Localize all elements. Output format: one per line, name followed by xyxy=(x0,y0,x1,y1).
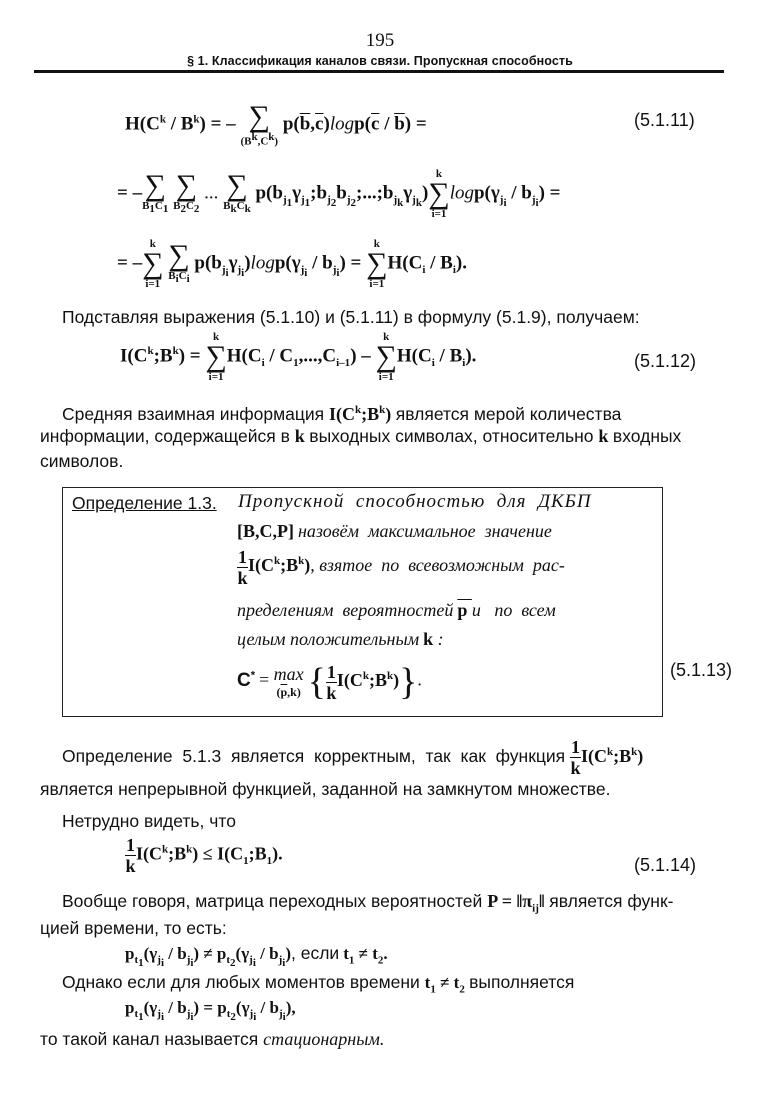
definition-text: и по всем xyxy=(471,600,556,620)
paragraph-mutual-info-line3: символов. xyxy=(40,451,124,471)
equation-5-1-11-line3: = – k ∑ i=1 ∑ $B_iC_i$ $p(b_{j_i}\gamma_{j_i})\log p(\gamma_{j_i} / b_{j_i})$ = k ∑ i=1 $H(C_i / B_i)$. xyxy=(117,238,467,290)
paragraph-text: то такой канал называется xyxy=(40,1029,259,1049)
definition-line3: $\frac{1}{k}$ $I(C^k;B^k)$, взятое по всевозможным рас- xyxy=(237,547,565,588)
emphasis-stationary: стационарным. xyxy=(263,1029,385,1049)
paragraph-correctness-line1: Определение 5.1.3 является корректным, так как функция $\frac{1}{k}$ $I(C^k;B^k)$ xyxy=(62,737,644,778)
running-title: § 1. Классификация каналов связи. Пропускная способность xyxy=(187,54,573,68)
paragraph-text: входных xyxy=(612,426,682,446)
paragraph-mutual-info-line1: Средняя взаимная информация $I(C^k;B^k)$ является мерой количества xyxy=(62,404,622,424)
paragraph-transition-matrix-line2: цией времени, то есть: xyxy=(40,918,227,938)
formula-nonstationary: $p_{t_1}(\gamma_{j_i} / b_{j_i}) \ne p_{t_2}(\gamma_{j_i} / b_{j_i})$, если $t_1 \ne t_2$. xyxy=(125,943,388,970)
paragraph-text: , если xyxy=(291,943,340,963)
definition-text: , взятое по всевозможным рас- xyxy=(310,555,565,576)
paragraph-text: Средняя взаимная информация xyxy=(62,404,325,424)
definition-line2: [B,C,P] назовём максимальное значение xyxy=(237,521,552,541)
paragraph-correctness-line2: является непрерывной функцией, заданной на замкнутом множестве. xyxy=(40,779,611,799)
equation-5-1-12: $I(C^k;B^k)$ = k ∑ i=1 $H(C_i / C_1,...,C_{i-1})$ – k ∑ i=1 $H(C_i / B_i)$. xyxy=(120,331,477,383)
definition-line1: Пропускной способностью для ДКБП xyxy=(238,491,592,512)
equation-number-5-1-13: (5.1.13) xyxy=(670,660,733,680)
formula-stationary: $p_{t_1}(\gamma_{j_i} / b_{j_i}) = p_{t_2}(\gamma_{j_i} / b_{j_i})$, xyxy=(125,998,296,1024)
definition-text: целым положительным xyxy=(237,629,420,649)
paragraph-substitution: Подставляя выражения (5.1.10) и (5.1.11) в формулу (5.1.9), получаем: xyxy=(62,307,640,327)
paragraph-text: Однако если для любых моментов времени xyxy=(62,972,420,992)
definition-capacity-formula: C* = max $(\overline{p},k)$ { $\frac{1}{k}$ $I(C^k;B^k)$}. xyxy=(237,661,422,703)
equation-5-1-11-line1: $H(C^k / B^k)$ = – ∑ $(B^k,C^k)$ $p(\overline{b},\overline{c})\log p(\overline{c} / \overline{b})$ = xyxy=(125,100,427,148)
definition-line4: пределениям вероятностей p и по всем xyxy=(237,600,556,620)
equation-number-5-1-14: (5.1.14) xyxy=(634,855,697,875)
paragraph-transition-matrix-line1: Вообще говоря, матрица переходных вероятностей $P = ‖\pi_{ij}‖$ является функ- xyxy=(62,891,674,915)
equation-5-1-14: $\frac{1}{k}$ $I(C^k;B^k)$ ≤ $I(C_1;B_1)$. xyxy=(125,835,283,876)
header-rule xyxy=(34,70,724,73)
paragraph-text: Определение 5.1.3 является корректным, так как функция xyxy=(62,746,566,767)
paragraph-text: выполняется xyxy=(469,972,575,992)
page-number: 195 xyxy=(365,30,395,51)
equation-number-5-1-11: (5.1.11) xyxy=(634,110,695,130)
paragraph-text: выходных символах, относительно xyxy=(309,426,594,446)
max-operator: max xyxy=(273,664,304,684)
definition-label: Определение 1.3. xyxy=(72,493,217,513)
paragraph-text: является функ- xyxy=(549,891,674,911)
paragraph-text: является мерой количества xyxy=(395,404,622,424)
definition-text: назовём максимальное значение xyxy=(298,521,552,541)
paragraph-text: Вообще говоря, матрица переходных вероятностей xyxy=(62,891,483,911)
definition-text: пределениям вероятностей xyxy=(237,600,454,620)
paragraph-mutual-info-line2: информации, содержащейся в k выходных символах, относительно k входных xyxy=(40,426,682,446)
equation-number-5-1-12: (5.1.12) xyxy=(634,351,697,371)
definition-line5: целым положительным k : xyxy=(237,629,444,649)
paragraph-stationary-channel xyxy=(40,1027,384,1051)
paragraph-stationary-condition: Однако если для любых моментов времени $t_1 \ne t_2$ выполняется xyxy=(62,972,575,996)
equation-5-1-11-line2: = – ∑ $B_1C_1$ ∑ $B_2C_2$ ... ∑ $B_kC_k$ $p(b_{j_1}\gamma_{j_1};b_{j_2}b_{j_2};...;b_{j_k}\gamma_{j_k})$ k ∑ i=1 $\log p(\gamma_{j_i} / b_{j_i})$ = xyxy=(117,168,561,220)
paragraph-text: информации, содержащейся в xyxy=(40,426,290,446)
paragraph-easy-to-see: Нетрудно видеть, что xyxy=(62,811,236,831)
